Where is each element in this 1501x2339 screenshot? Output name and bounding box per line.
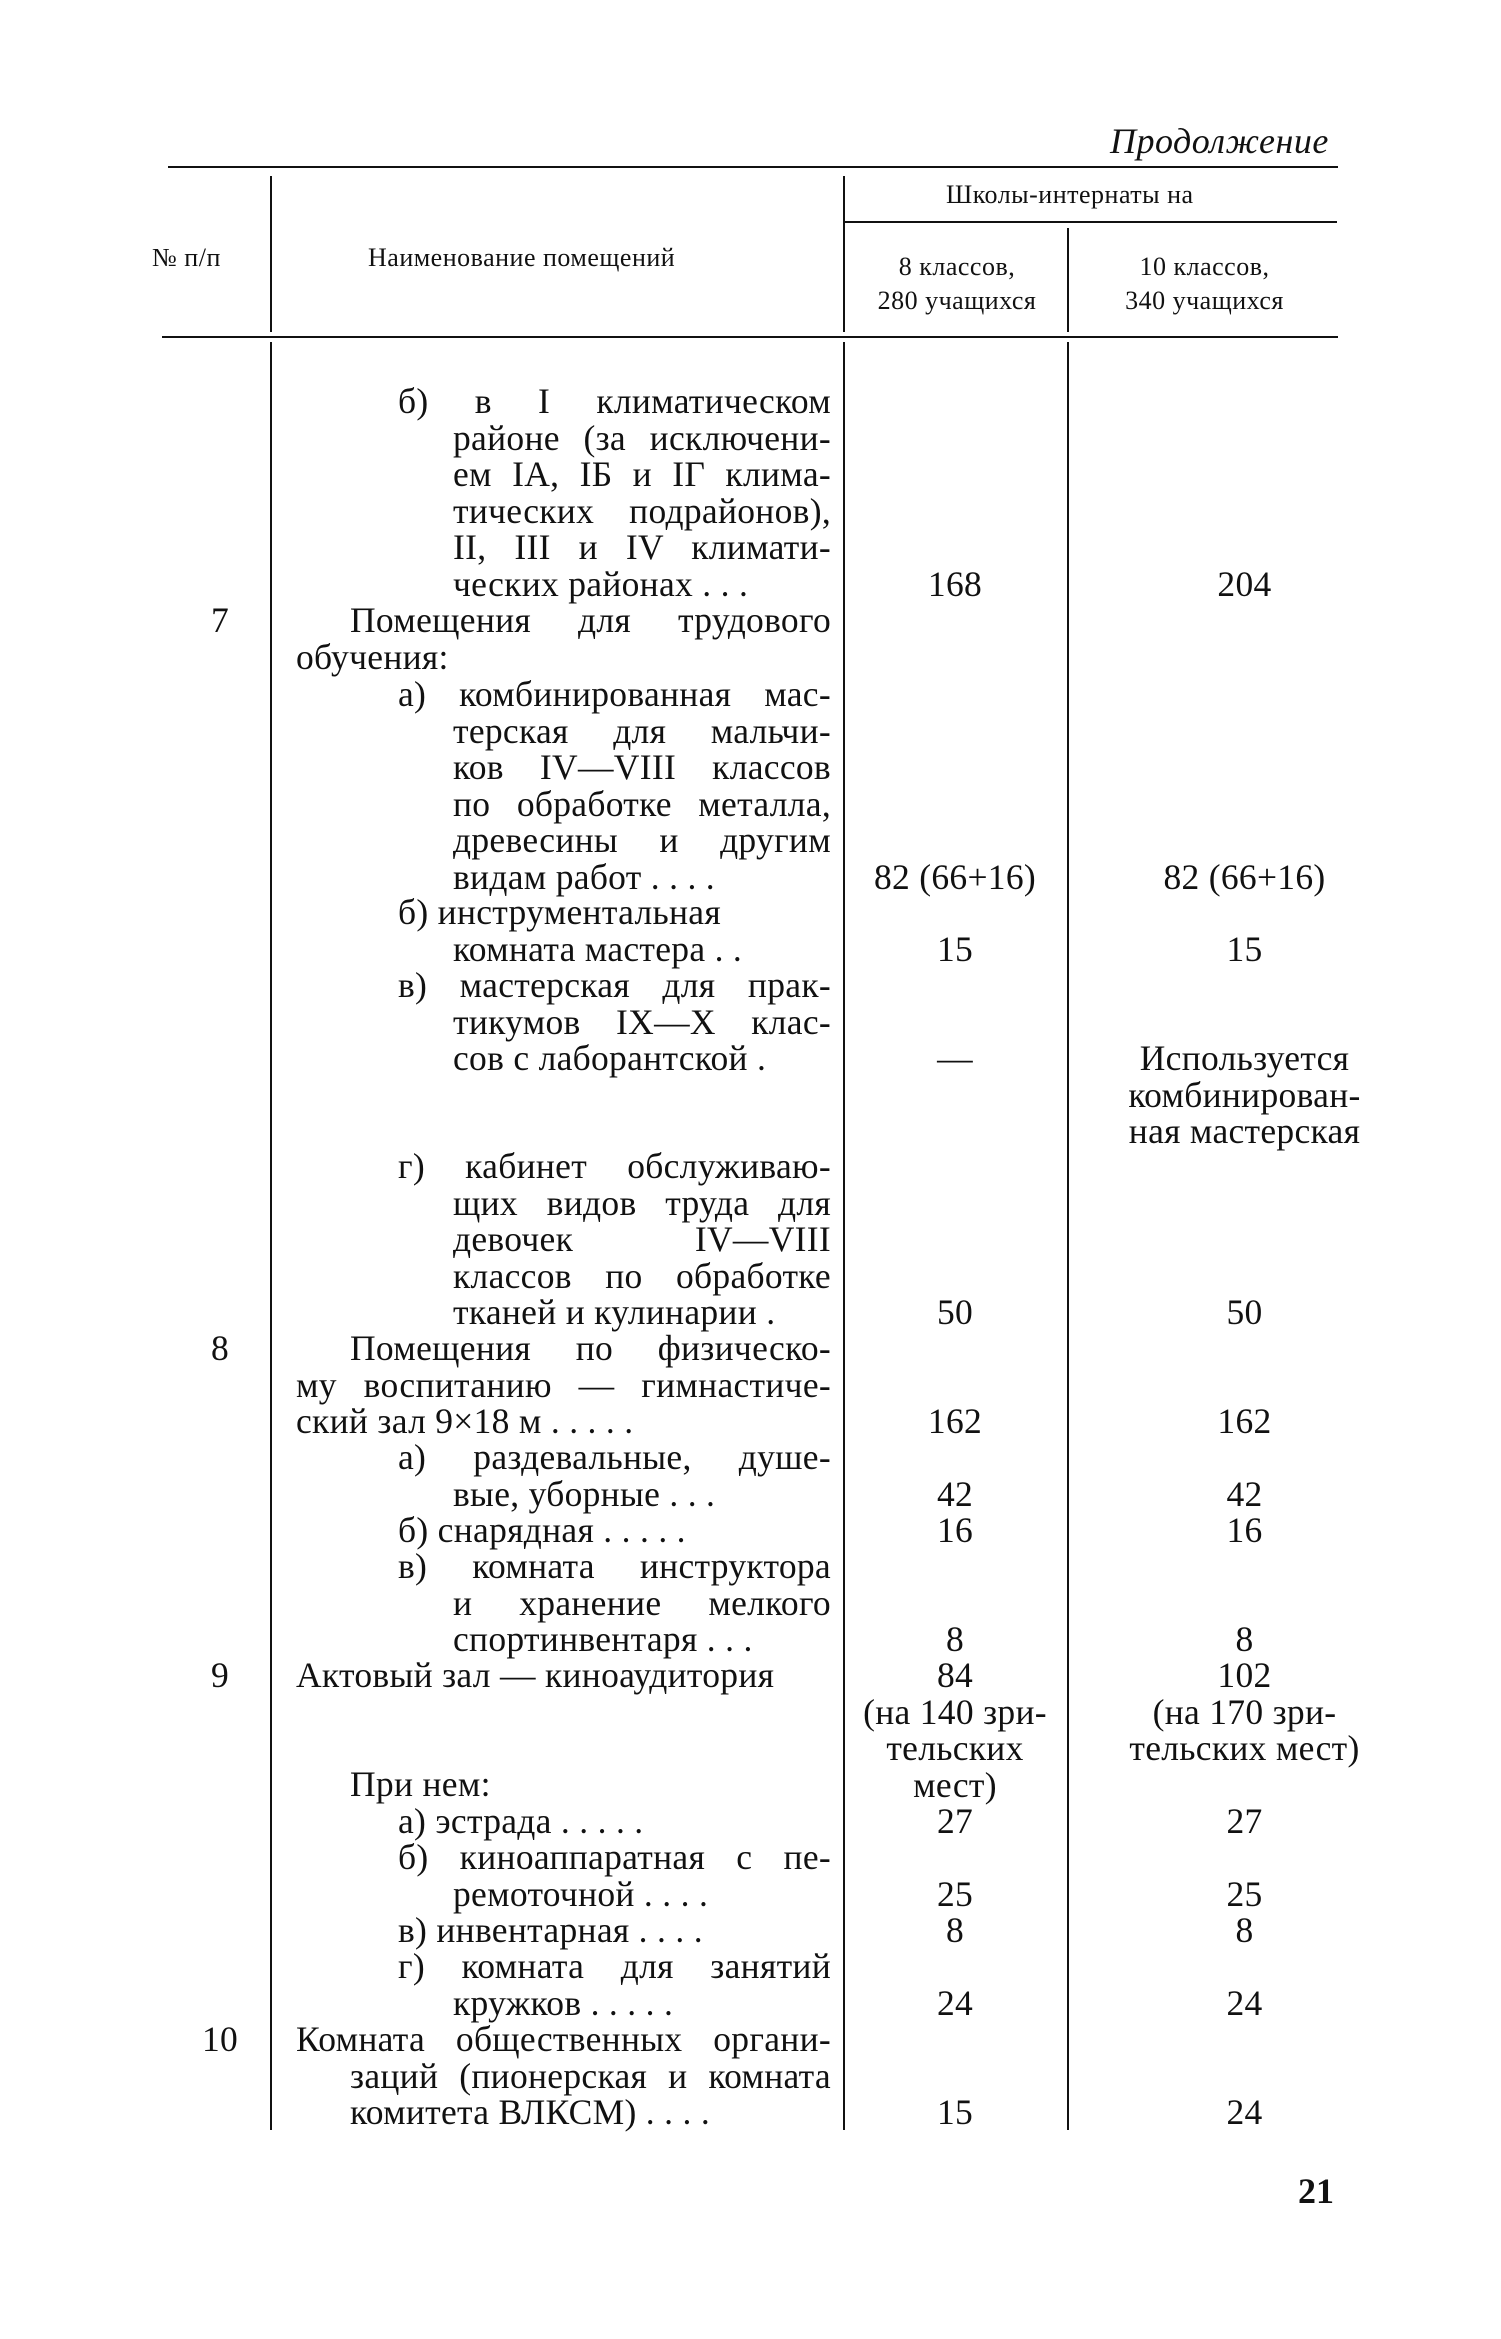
room-name-line: древесины и другим (453, 820, 831, 860)
room-name-line: му воспитанию — гимнастиче- (296, 1364, 831, 1405)
room-name-line: в) комната инструктора (398, 1546, 831, 1586)
value-8-classes: 15 (936, 928, 974, 969)
room-name-line: II, III и IV климати- (453, 527, 831, 567)
value-10-classes: 50 (1226, 1292, 1263, 1332)
room-name-line: ческих районах . . . (453, 563, 749, 604)
room-name-line: Помещения по физическо- (350, 1328, 831, 1368)
room-name-line: Помещения для трудового (350, 600, 831, 640)
room-name-line: ем IА, IБ и IГ клима- (453, 454, 831, 494)
room-name-line: и хранение мелкого (453, 1582, 831, 1623)
header-col-rule-2 (843, 176, 845, 332)
header-col1-line1: 8 классов, (898, 252, 1016, 281)
value-10-classes: 42 (1226, 1473, 1263, 1514)
value-8-classes: 8 (945, 1910, 965, 1950)
value-8-classes: 16 (936, 1510, 974, 1550)
value-10-classes: 8 (1235, 1910, 1254, 1950)
header-name: Наименование помещений (368, 243, 676, 272)
room-name-line: комитета ВЛКСМ) . . . . (350, 2092, 710, 2132)
value-10-classes: комбинирован- (1128, 1074, 1361, 1115)
room-name-line: девочек IV—VIII (453, 1219, 831, 1259)
value-10-classes: тельских мест) (1129, 1728, 1360, 1768)
value-10-classes: 16 (1226, 1510, 1263, 1550)
room-name-line: а) раздевальные, душе- (398, 1437, 831, 1477)
room-name-line: б) снарядная . . . . . (398, 1510, 686, 1550)
value-8-classes: 82 (66+16) (873, 856, 1037, 897)
room-name-line: б) киноаппаратная с пе- (398, 1837, 831, 1877)
room-name-line: Комната общественных органи- (296, 2019, 831, 2059)
room-name-line: в) инвентарная . . . . (398, 1910, 703, 1950)
room-name-line: тических подрайонов), (453, 490, 831, 531)
value-8-classes: 15 (936, 2092, 974, 2132)
value-8-classes: (на 140 зри- (863, 1691, 1047, 1732)
room-name-line: Актовый зал — киноаудитория (296, 1655, 775, 1695)
value-8-classes: 50 (936, 1292, 974, 1332)
room-name-line: а) эстрада . . . . . (398, 1801, 644, 1841)
room-name-line: б) в I климатическом (398, 381, 831, 421)
header-col-rule-3 (1067, 228, 1069, 332)
header-col2-line2: 340 учащихся (1125, 286, 1284, 315)
group-header-rule (845, 221, 1337, 223)
room-name-line: классов по обработке (453, 1255, 831, 1296)
value-10-classes: ная мастерская (1128, 1111, 1361, 1151)
room-name-line: г) кабинет обслуживаю- (398, 1146, 831, 1186)
room-name-line: тикумов IX—X клас- (453, 1001, 831, 1042)
value-10-classes: 162 (1217, 1401, 1272, 1441)
table-top-rule (168, 166, 1338, 168)
value-8-classes: 162 (927, 1401, 983, 1441)
header-col2-line1: 10 классов, (1139, 252, 1270, 281)
room-name-line: тканей и кулинарии . (453, 1292, 776, 1332)
room-name-line: щих видов труда для (453, 1182, 831, 1223)
room-name-line: При нем: (350, 1764, 491, 1804)
value-8-classes: 84 (936, 1655, 974, 1695)
value-10-classes: (на 170 зри- (1152, 1691, 1337, 1732)
page-number: 21 (1298, 2171, 1334, 2211)
room-name-line: б) инструментальная (398, 892, 721, 932)
row-number: 7 (210, 600, 230, 640)
value-10-classes: 102 (1217, 1655, 1272, 1695)
room-name-line: районе (за исключени- (453, 417, 831, 458)
header-group: Школы-интернаты на (946, 180, 1194, 209)
value-8-classes: 24 (936, 1982, 974, 2023)
header-bottom-rule (162, 336, 1338, 338)
value-10-classes: 82 (66+16) (1163, 856, 1326, 897)
row-number: 8 (210, 1328, 230, 1368)
value-8-classes: 8 (945, 1619, 965, 1659)
value-10-classes: 25 (1226, 1873, 1263, 1914)
room-name-line: а) комбинированная мас- (398, 674, 831, 714)
continuation-label: Продолжение (1110, 121, 1329, 161)
value-8-classes: 168 (927, 563, 983, 604)
room-name-line: спортинвентаря . . . (453, 1619, 753, 1659)
row-number: 9 (210, 1655, 230, 1695)
room-name-line: сов с лаборантской . (453, 1038, 767, 1078)
room-name-line: ремоточной . . . . (453, 1873, 709, 1914)
room-name-line: г) комната для занятий (398, 1946, 831, 1986)
room-name-line: вые, уборные . . . (453, 1473, 716, 1514)
value-10-classes: 204 (1217, 563, 1272, 604)
header-col1 (848, 250, 1066, 318)
header-col-rule-1 (270, 176, 272, 332)
room-name-line: заций (пионерская и комната (350, 2055, 831, 2096)
room-name-line: ский зал 9×18 м . . . . . (296, 1401, 634, 1441)
value-10-classes: Используется (1139, 1038, 1350, 1078)
room-name-line: видам работ . . . . (453, 856, 715, 897)
room-name-line: кружков . . . . . (453, 1982, 674, 2023)
room-name-line: комната мастера . . (453, 928, 743, 969)
value-8-classes: тельских (886, 1728, 1024, 1768)
room-name-line: по обработке металла, (453, 783, 831, 824)
header-col2 (1072, 250, 1337, 318)
room-name-line: в) мастерская для прак- (398, 965, 831, 1005)
room-name-line: ков IV—VIII классов (453, 747, 831, 787)
body-col-rule-3 (1067, 342, 1069, 2130)
row-number: 10 (201, 2019, 239, 2059)
value-10-classes: 24 (1226, 1982, 1263, 2023)
value-8-classes: 25 (936, 1873, 974, 1914)
room-name-line: обучения: (296, 636, 449, 677)
header-col1-line2: 280 учащихся (877, 286, 1037, 315)
value-8-classes: мест) (913, 1764, 997, 1805)
value-10-classes: 27 (1226, 1801, 1263, 1841)
header-num: № п/п (152, 243, 221, 272)
body-col-rule-2 (843, 342, 845, 2130)
value-8-classes: 42 (936, 1473, 974, 1514)
value-8-classes: — (937, 1038, 973, 1078)
room-name-line: терская для мальчи- (453, 710, 831, 751)
value-8-classes: 27 (936, 1801, 974, 1841)
value-10-classes: 8 (1235, 1619, 1254, 1659)
value-10-classes: 15 (1226, 928, 1263, 969)
value-10-classes: 24 (1226, 2092, 1263, 2132)
